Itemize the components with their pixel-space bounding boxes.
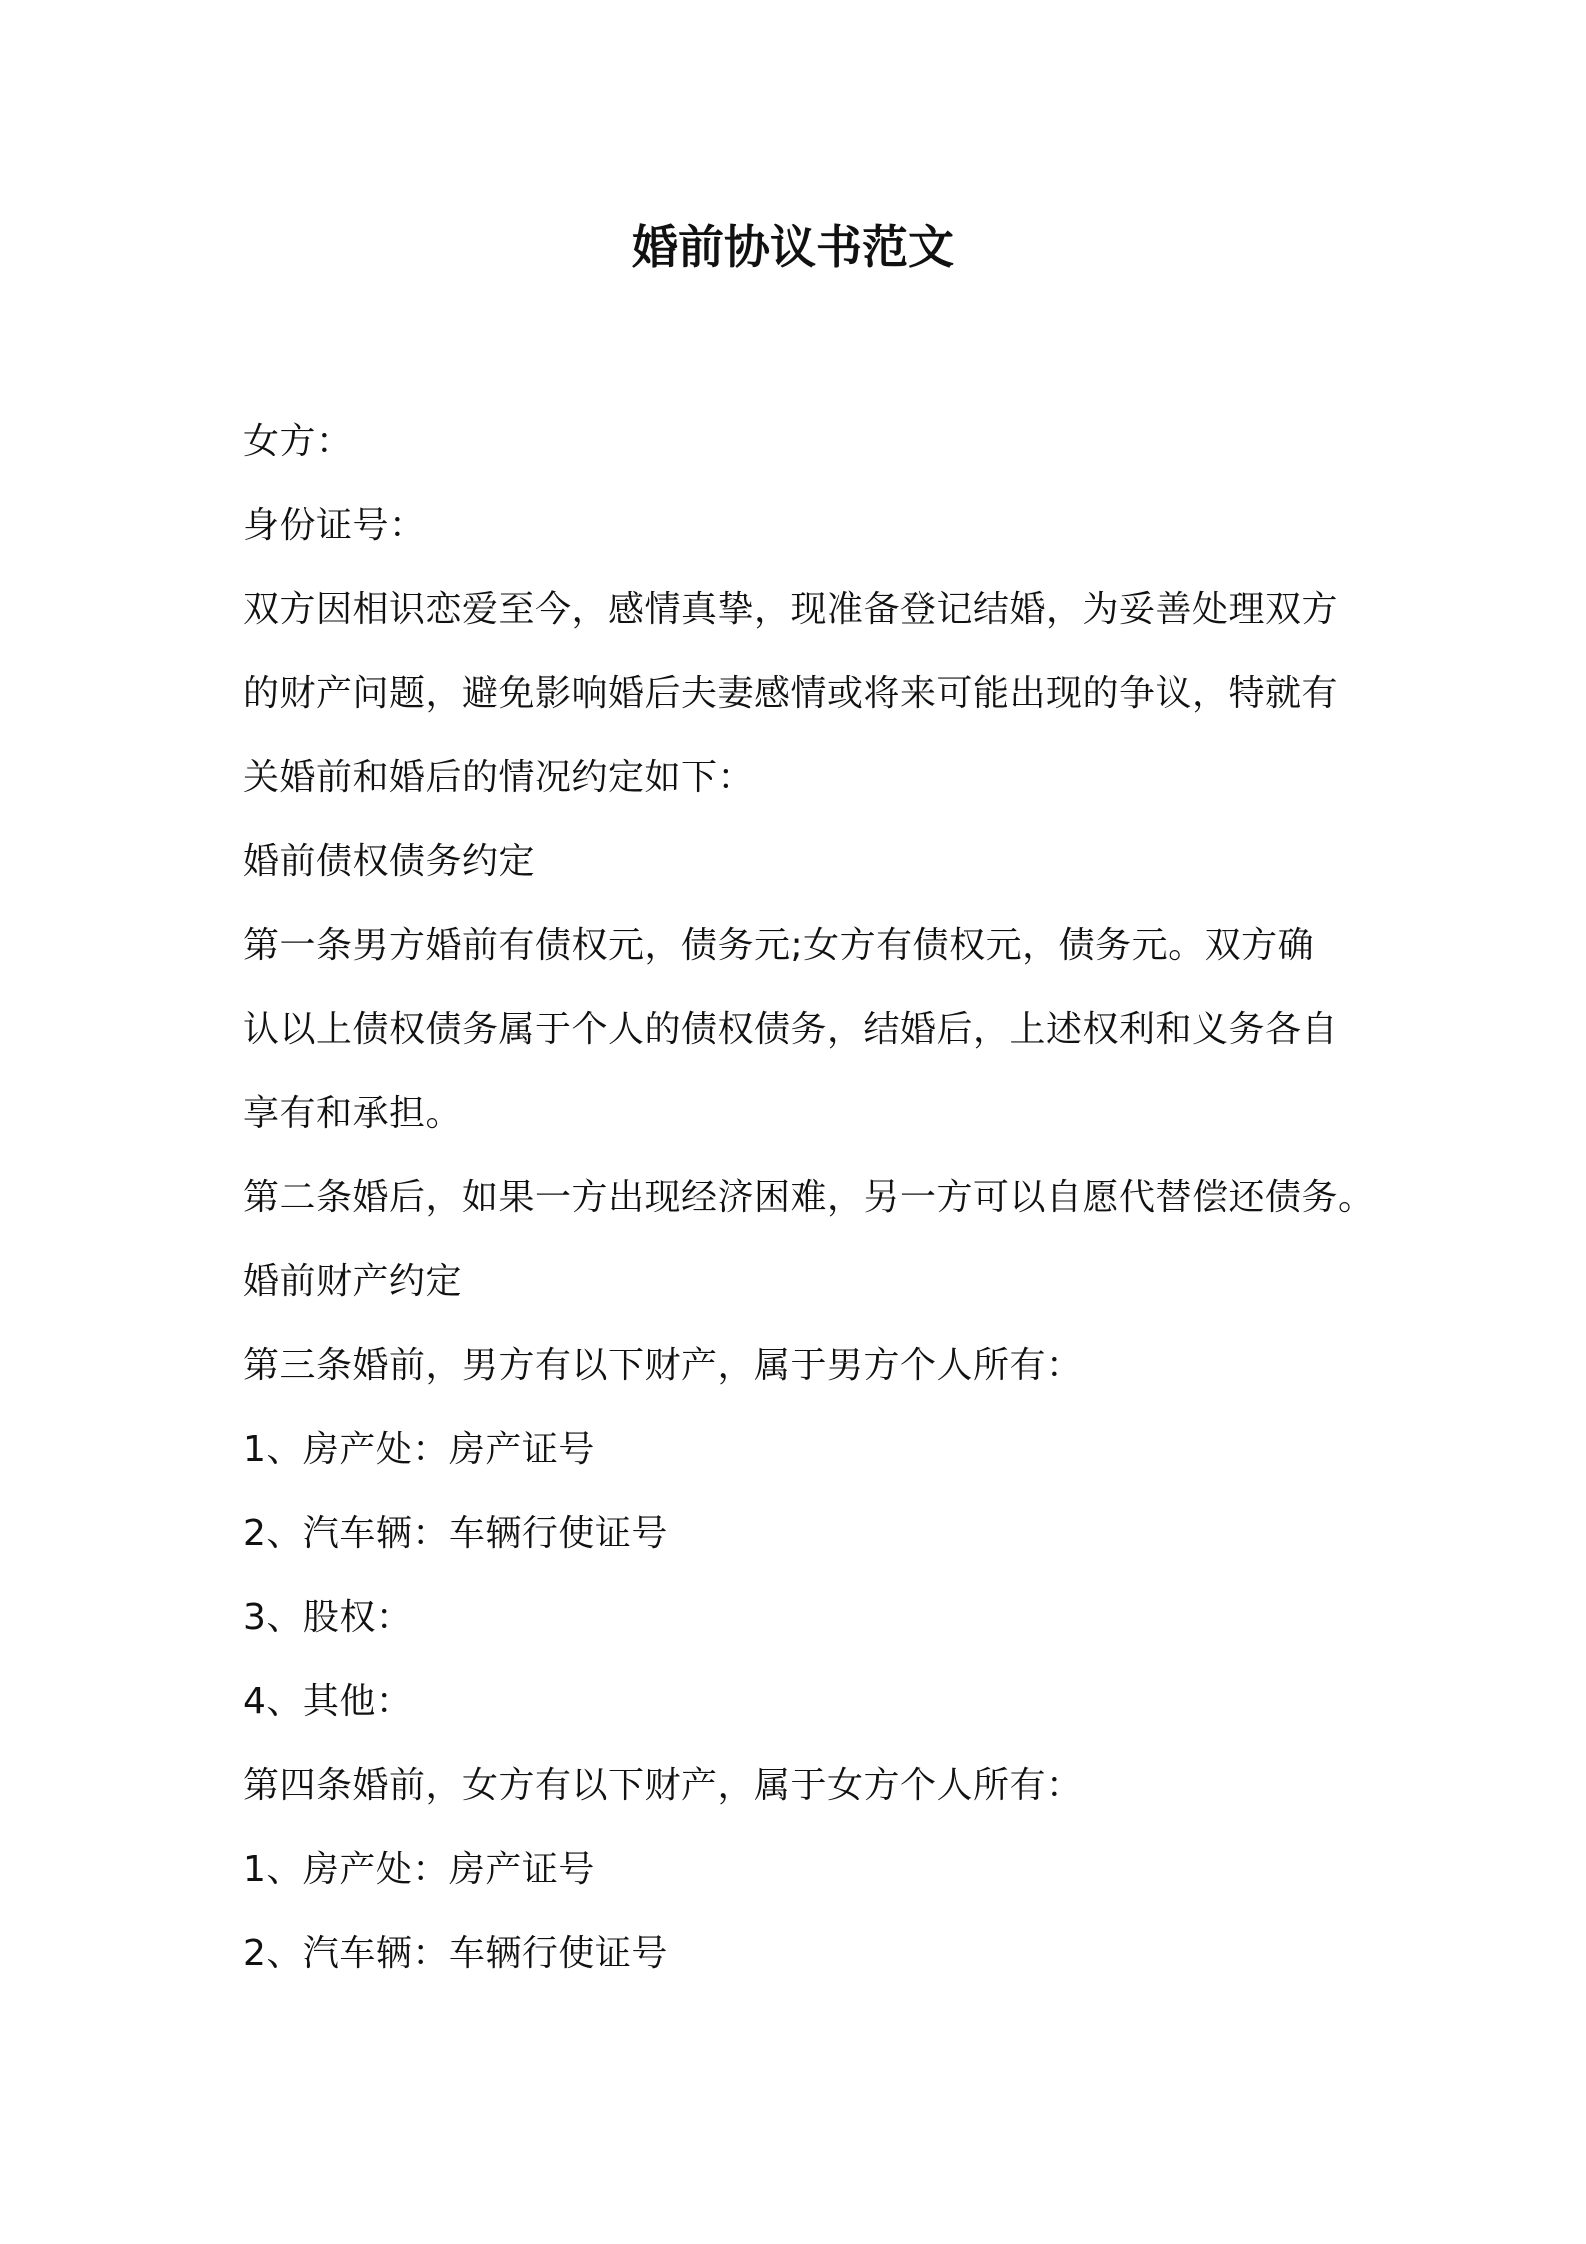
preamble-line-3: 关婚前和婚后的情况约定如下： [243, 757, 755, 798]
list-item: 1、房产处：房产证号 [243, 1429, 595, 1470]
section-heading-debts: 婚前债权债务约定 [243, 841, 536, 882]
list-item: 4、其他： [243, 1681, 413, 1722]
list-item: 2、汽车辆：车辆行使证号 [243, 1933, 668, 1974]
document-title: 婚前协议书范文 [632, 220, 954, 274]
preamble-line-2: 的财产问题，避免影响婚后夫妻感情或将来可能出现的争议，特就有 [243, 673, 1339, 714]
article-3-line: 第三条婚前，男方有以下财产，属于男方个人所有： [243, 1345, 1083, 1386]
list-item: 1、房产处：房产证号 [243, 1849, 595, 1890]
article-2-line: 第二条婚后，如果一方出现经济困难，另一方可以自愿代替偿还债务。 [243, 1177, 1375, 1218]
section-heading-property: 婚前财产约定 [243, 1261, 463, 1302]
preamble-line-1: 双方因相识恋爱至今，感情真挚，现准备登记结婚，为妥善处理双方 [243, 589, 1339, 630]
list-item: 2、汽车辆：车辆行使证号 [243, 1513, 668, 1554]
list-item: 3、股权： [243, 1597, 413, 1638]
party-female-line: 女方： [243, 421, 353, 462]
article-1-line-1: 第一条男方婚前有债权元，债务元;女方有债权元，债务元。双方确 [243, 925, 1315, 966]
document-body [243, 400, 1375, 1996]
article-1-line-3: 享有和承担。 [243, 1093, 463, 1134]
article-4-line: 第四条婚前，女方有以下财产，属于女方个人所有： [243, 1765, 1083, 1806]
id-number-line: 身份证号： [243, 505, 426, 546]
article-1-line-2: 认以上债权债务属于个人的债权债务，结婚后，上述权利和义务各自 [243, 1009, 1339, 1050]
